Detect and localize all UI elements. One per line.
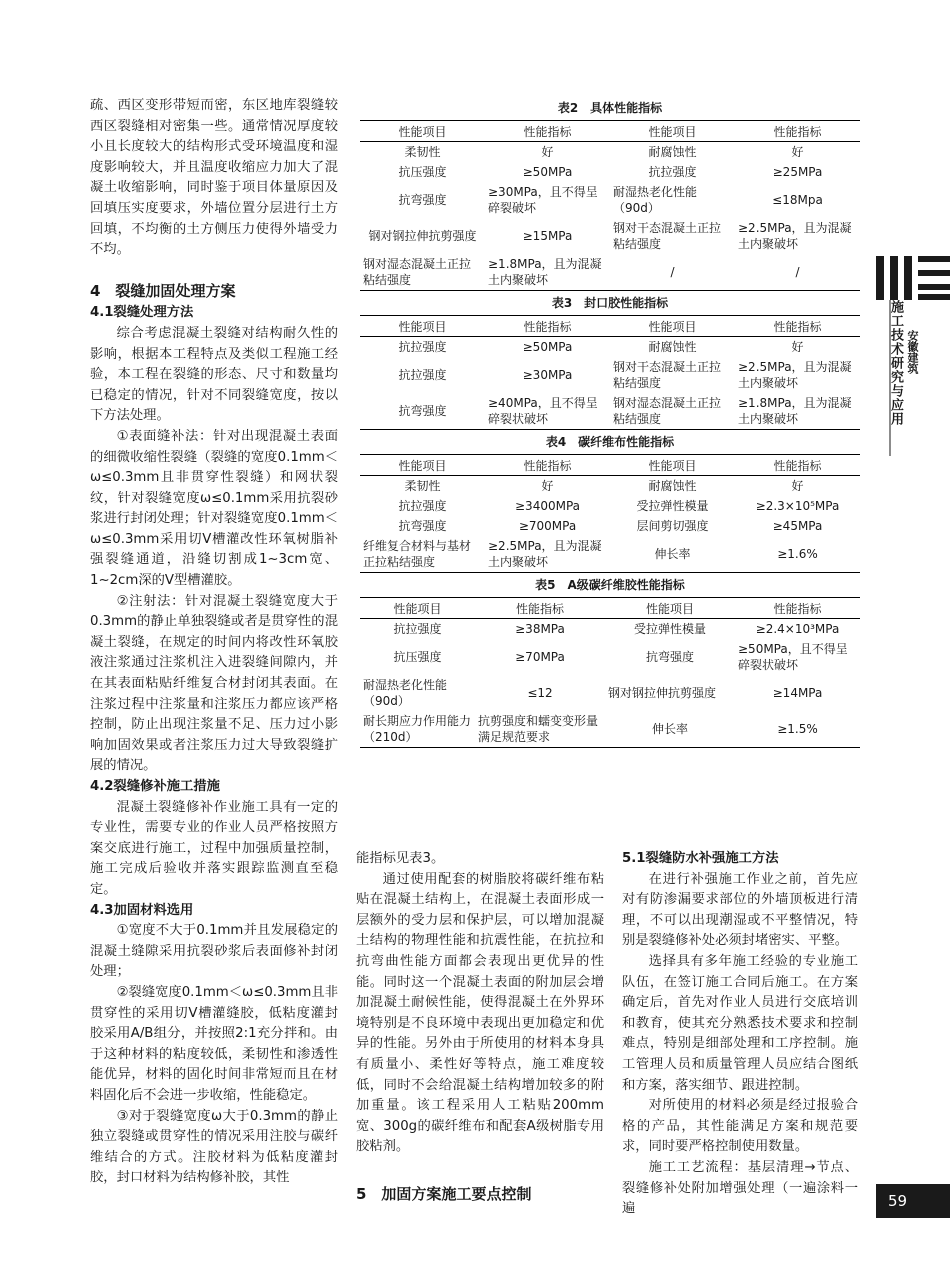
table-header: 性能指标 (735, 316, 860, 337)
table-row (360, 711, 860, 748)
table-cell: 好 (791, 145, 804, 159)
table-cell: 耐腐蚀性 (648, 340, 697, 354)
table-cell: 抗拉强度 (398, 368, 447, 382)
table-header: 性能项目 (360, 316, 485, 337)
paragraph: ①宽度不大于0.1mm并且发展稳定的混凝土缝隙采用抗裂砂浆后表面修补封闭处理； (90, 923, 338, 980)
table-cell: 抗剪强度和蠕变变形量满足规范要求 (478, 714, 599, 744)
table-cell: 伸长率 (651, 722, 688, 736)
table-header: 性能项目 (610, 121, 735, 142)
table-cell: 柔韧性 (404, 145, 441, 159)
section-heading-4: 4 裂缝加固处理方案 (90, 281, 236, 300)
table-cell: ≥1.5% (777, 722, 818, 736)
table-cell: 抗拉强度 (648, 165, 697, 179)
table-row (360, 142, 860, 163)
table-cell: 抗压强度 (393, 650, 442, 664)
subsection-heading-4-2: 4.2裂缝修补施工措施 (90, 779, 220, 794)
table-cell: 受拉弹性模量 (633, 622, 706, 636)
table-row (360, 536, 860, 573)
table-cell: 层间剪切强度 (636, 519, 709, 533)
table-cell: 抗拉强度 (398, 340, 447, 354)
table-cell: ≤12 (527, 686, 553, 700)
table-row (360, 254, 860, 291)
table-cell: 抗弯强度 (398, 519, 447, 533)
table-cell: 钢对干态混凝土正拉粘结强度 (613, 221, 722, 251)
table-header: 性能指标 (735, 455, 860, 476)
table-cell: ≥30MPa (522, 368, 573, 382)
table-header: 性能指标 (735, 598, 860, 619)
table-row (360, 675, 860, 711)
table-cell: ≥3400MPa (515, 499, 580, 513)
paragraph: 在进行补强施工作业之前，首先应对有防渗漏要求部位的外墙顶板进行清理，不可以出现潮湿或不平整情况，特别是裂缝修补处必须封堵密实、平整。 (622, 871, 858, 949)
paragraph: ①表面缝补法：针对出现混凝土表面的细微收缩性裂缝（裂缝的宽度0.1mm＜ω≤0.3mm且非贯穿性裂缝）和网状裂纹，针对裂缝宽度ω≤0.1mm采用抗裂砂浆进行封闭处理；针对裂缝宽度0.1mm＜ω≤0.3mm采用切V槽灌改性环氧树脂补强裂缝通道，沿缝切割成1~3cm宽、1~2cm深的V型槽灌胶。 (90, 428, 338, 589)
table-cell: ≥2.5MPa，且为混凝土内聚破坏 (738, 221, 852, 251)
table-cell: 伸长率 (654, 547, 691, 561)
table-caption: 表2 具体性能指标 (557, 101, 663, 115)
right-column (622, 849, 858, 1220)
table-cell: 好 (791, 340, 804, 354)
table-cell: ≥2.5MPa，且为混凝土内聚破坏 (488, 539, 602, 569)
table-cell: ≤18Mpa (772, 193, 823, 207)
subsection-heading-4-3: 4.3加固材料选用 (90, 902, 194, 918)
table-row (360, 218, 860, 254)
table-cell: 钢对湿态混凝土正拉粘结强度 (613, 396, 722, 426)
table-cell: ≥2.4×10³MPa (755, 622, 840, 636)
middle-column (356, 849, 604, 1207)
table-cell: ≥2.3×10⁵MPa (755, 499, 840, 513)
table-cell: ≥15MPa (522, 229, 573, 243)
table-cell: 钢对钢拉伸抗剪强度 (368, 229, 477, 243)
table-cell: 抗弯强度 (398, 193, 447, 207)
table-row (360, 516, 860, 536)
table-cell: ≥30MPa，且不得呈碎裂破坏 (488, 185, 598, 215)
table-cell: 好 (791, 479, 804, 493)
table-cell: 柔韧性 (404, 479, 441, 493)
table-cell: 抗拉强度 (393, 622, 442, 636)
paragraph: ②裂缝宽度0.1mm＜ω≤0.3mm且非贯穿性的采用切V槽灌缝胶，低粘度灌封胶采用A/B组分，并按照2:1充分拌和。由于这种材料的粘度较低，柔韧性和渗透性能优异，材料的固化时间非常短而且在材料固化后不会进一步收缩，性能稳定。 (90, 984, 338, 1103)
table-cell: ≥45MPa (772, 519, 823, 533)
table-header: 性能项目 (360, 121, 485, 142)
table-header: 性能项目 (360, 598, 475, 619)
table-row (360, 162, 860, 182)
paragraph: 能指标见表3。 (356, 851, 445, 866)
table-cell: ≥50MPa (522, 165, 573, 179)
subsection-heading-5-1: 5.1裂缝防水补强施工方法 (622, 851, 779, 866)
table-cell: 耐长期应力作用能力（210d） (363, 714, 472, 744)
table-caption: 表4 碳纤维布性能指标 (545, 435, 675, 449)
table-cell: ≥1.8MPa，且为混凝土内聚破坏 (488, 257, 602, 287)
tables-block (360, 96, 860, 748)
table-cell: ≥700MPa (518, 519, 577, 533)
table-cell: / (670, 265, 675, 279)
table-header: 性能项目 (605, 598, 735, 619)
table-header: 性能指标 (485, 121, 610, 142)
paragraph: 通过使用配套的树脂胶将碳纤维布粘贴在混凝土结构上，在混凝土表面形成一层额外的受力层和保护层，可以增加混凝土结构的物理性能和抗震性能，在抗拉和抗弯曲性能方面都会表现出更优异的性能。同时这一个混凝土表面的附加层会增加混凝土耐候性能，使得混凝土在外界环境特别是不良环境中表现出更加稳定和优异的性能。另外由于所使用的材料本身具有质量小、柔性好等特点，施工难度较低，同时不会给混凝土结构增加较多的附加重量。该工程采用人工粘贴200mm宽、300g的碳纤维布和配套A级树脂专用胶粘剂。 (356, 871, 604, 1155)
paragraph: 选择具有多年施工经验的专业施工队伍，在签订施工合同后施工。在方案确定后，首先对作业人员进行交底培训和教育，使其充分熟悉技术要求和控制难点，特别是细部处理和工序控制。施工管理人员和质量管理人员应结合图纸和方案，落实细节、跟进控制。 (622, 953, 858, 1093)
table-cell: 好 (541, 479, 554, 493)
table-cell: 耐腐蚀性 (648, 145, 697, 159)
table-cell: ≥40MPa，且不得呈碎裂状破坏 (488, 396, 598, 426)
table-2 (360, 120, 860, 291)
section-heading-5: 5 加固方案施工要点控制 (356, 1184, 532, 1203)
table-cell: 耐湿热老化性能（90d） (363, 678, 448, 708)
table-row (360, 182, 860, 218)
left-column (90, 96, 338, 1189)
table-cell: 耐腐蚀性 (648, 479, 697, 493)
table-header: 性能项目 (360, 455, 485, 476)
table-row (360, 476, 860, 497)
journal-section-label: 施工技术研究与应用 (888, 300, 903, 426)
table-cell: ≥2.5MPa，且为混凝土内聚破坏 (738, 360, 852, 390)
table-cell: ≥38MPa (515, 622, 565, 636)
table-header: 性能指标 (735, 121, 860, 142)
table-cell: ≥70MPa (515, 650, 565, 664)
page-number: 59 (876, 1184, 950, 1218)
table-cell: 抗弯强度 (645, 650, 694, 664)
table-row (360, 357, 860, 393)
table-row (360, 619, 860, 640)
table-header: 性能项目 (610, 316, 735, 337)
table-cell: 钢对湿态混凝土正拉粘结强度 (363, 257, 472, 287)
journal-name: 安徽建筑 (906, 330, 919, 374)
table-row (360, 337, 860, 358)
table-3 (360, 315, 860, 430)
table-row (360, 639, 860, 675)
table-cell: ≥25MPa (772, 165, 823, 179)
table-cell: 好 (541, 145, 554, 159)
table-5 (360, 597, 860, 748)
table-header: 性能项目 (610, 455, 735, 476)
paragraph: 综合考虑混凝土裂缝对结构耐久性的影响，根据本工程特点及类似工程施工经验，本工程在裂缝的形态、尺寸和数量均已稳定的情况，针对不同裂缝宽度，按以下方法处理。 (90, 325, 338, 424)
paragraph: 疏、西区变形带短而密，东区地库裂缝较西区裂缝相对密集一些。通常情况厚度较小且长度较大的结构形式受环境温度和湿度影响较大，并且温度收缩应力加大了混凝土收缩影响，同时鉴于项目体量原因及回填压实度要求，外墙位置分层进行土方回填，不均衡的土方侧压力使得外墙受力不均。 (90, 98, 338, 258)
table-cell: 抗弯强度 (398, 404, 447, 418)
table-cell: / (795, 265, 800, 279)
table-cell: 耐湿热老化性能（90d） (613, 185, 698, 215)
table-row (360, 393, 860, 430)
table-cell: 钢对干态混凝土正拉粘结强度 (613, 360, 722, 390)
table-4 (360, 454, 860, 573)
table-cell: ≥50MPa，且不得呈碎裂状破坏 (738, 642, 848, 672)
table-cell: ≥1.6% (777, 547, 818, 561)
table-header: 性能指标 (475, 598, 605, 619)
paragraph: 施工工艺流程：基层清理→节点、裂缝修补处附加增强处理（一遍涂料一遍 (622, 1159, 858, 1217)
table-row (360, 496, 860, 516)
paragraph: ②注射法：针对混凝土裂缝宽度大于0.3mm的静止单独裂缝或者是贯穿性的混凝土裂缝，在规定的时间内将改性环氧胶液注浆通过注浆机注入进裂缝间隙内，并在其表面粘贴纤维复合材封闭其表面。在注浆过程中注浆量和注浆压力都应该严格控制，防止出现注浆量不足、压力过小影响加固效果或者注浆压力过大导致裂缝扩展的情况。 (90, 593, 338, 774)
table-caption: 表5 A级碳纤维胶性能指标 (535, 578, 685, 592)
subsection-heading-4-1: 4.1裂缝处理方法 (90, 305, 194, 321)
table-cell: 纤维复合材料与基材正拉粘结强度 (363, 539, 472, 569)
paragraph: 对所使用的材料必须是经过报验合格的产品，其性能满足方案和规范要求，同时要严格控制使用数量。 (622, 1098, 858, 1155)
paragraph: 混凝土裂缝修补作业施工具有一定的专业性，需要专业的作业人员严格按照方案交底进行施工，过程中加强质量控制，施工完成后验收并落实跟踪监测直至稳定。 (90, 799, 338, 897)
table-cell: ≥14MPa (772, 686, 823, 700)
table-cell: 抗压强度 (398, 165, 447, 179)
table-header: 性能指标 (485, 316, 610, 337)
table-cell: ≥1.8MPa，且为混凝土内聚破坏 (738, 396, 852, 426)
table-cell: 钢对钢拉伸抗剪强度 (608, 686, 717, 700)
table-cell: 抗拉强度 (398, 499, 447, 513)
table-caption: 表3 封口胶性能指标 (551, 296, 669, 310)
paragraph: ③对于裂缝宽度ω大于0.3mm的静止独立裂缝或贯穿性的情况采用注胶与碳纤维结合的方式。注胶材料为低粘度灌封胶，封口材料为结构修补胶，其性 (90, 1108, 338, 1186)
table-header: 性能指标 (485, 455, 610, 476)
table-cell: ≥50MPa (522, 340, 573, 354)
table-cell: 受拉弹性模量 (636, 499, 709, 513)
